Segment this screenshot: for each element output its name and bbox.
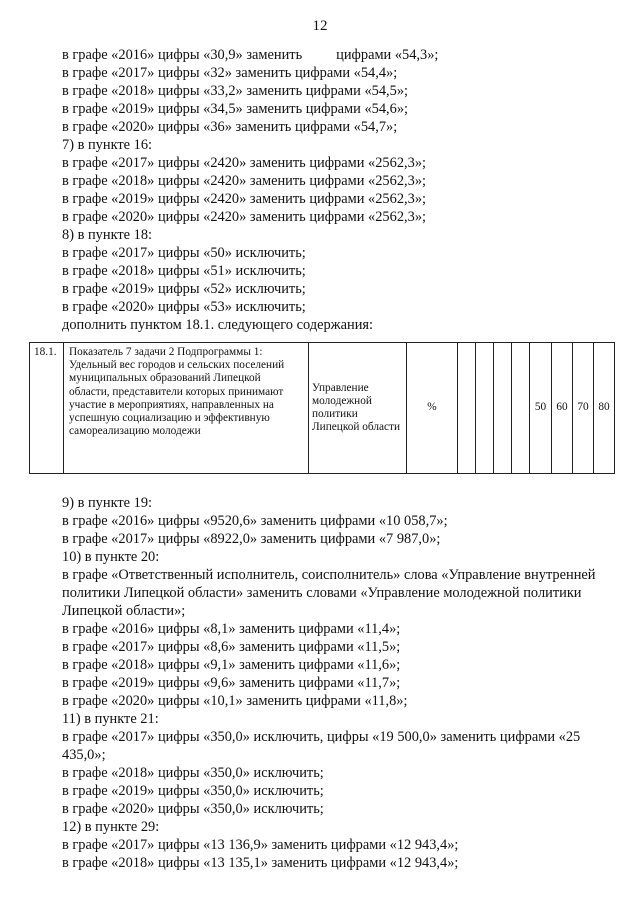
text-line: в графе «2019» цифры «350,0» исключить; — [62, 783, 324, 799]
text-line: в графе «2016» цифры «9520,6» заменить цифрами «10 058,7»; — [62, 513, 448, 529]
value-cell: 70 — [573, 343, 594, 474]
text-line: в графе «2018» цифры «51» исключить; — [62, 263, 306, 279]
amendments-section-2 — [62, 494, 602, 872]
value-cell — [494, 343, 512, 474]
text-paragraph: в графе «2017» цифры «350,0» исключить, цифры «19 500,0» заменить цифрами «25 435,0»; — [62, 729, 581, 763]
text-line: в графе «2020» цифры «10,1» заменить цифрами «11,8»; — [62, 693, 408, 709]
text-line: в графе «2020» цифры «36» заменить цифрами «54,7»; — [62, 119, 398, 135]
item-heading: 11) в пункте 21: — [62, 711, 159, 727]
line-text: в графе «2016» цифры «30,9» заменить — [62, 47, 303, 63]
item-heading: 10) в пункте 20: — [62, 549, 160, 565]
text-line: в графе «2018» цифры «13 135,1» заменить цифрами «12 943,4»; — [62, 855, 459, 871]
text-line: в графе «2018» цифры «9,1» заменить цифрами «11,6»; — [62, 657, 401, 673]
text-line: в графе «2018» цифры «2420» заменить цифрами «2562,3»; — [62, 173, 427, 189]
text-line: в графе «2017» цифры «8,6» заменить цифрами «11,5»; — [62, 639, 401, 655]
row-number-cell: 18.1. — [30, 343, 64, 474]
indicator-table — [29, 342, 615, 474]
unit-cell: % — [407, 343, 458, 474]
text-line: в графе «2017» цифры «2420» заменить цифрами «2562,3»; — [62, 155, 427, 171]
text-line: в графе «2019» цифры «34,5» заменить цифрами «54,6»; — [62, 101, 409, 117]
text-line: в графе «2017» цифры «32» заменить цифрами «54,4»; — [62, 65, 398, 81]
text-paragraph: в графе «Ответственный исполнитель, соисполнитель» слова «Управление внутренней политики Липецкой области» заменить словами «Управление молодежной политики Липецкой области»; — [62, 567, 596, 619]
text-line: в графе «2018» цифры «33,2» заменить цифрами «54,5»; — [62, 83, 409, 99]
text-line: в графе «2020» цифры «53» исключить; — [62, 299, 306, 315]
text-line: в графе «2019» цифры «9,6» заменить цифрами «11,7»; — [62, 675, 401, 691]
text-line: в графе «2017» цифры «50» исключить; — [62, 245, 306, 261]
text-line: в графе «2017» цифры «8922,0» заменить цифрами «7 987,0»; — [62, 531, 441, 547]
value-cell — [512, 343, 530, 474]
value-cell: 80 — [594, 343, 615, 474]
text-line: дополнить пунктом 18.1. следующего содержания: — [62, 317, 374, 333]
value-cell — [458, 343, 476, 474]
text-line: в графе «2018» цифры «350,0» исключить; — [62, 765, 324, 781]
value-cell: 50 — [530, 343, 552, 474]
indicator-description-cell: Показатель 7 задачи 2 Подпрограммы 1: Удельный вес городов и сельских поселений муниципальных образований Липецкой области, представители которых принимают участие в мероприятиях, направленных на успешную социализацию и эффективную самореализацию молодежи — [64, 343, 309, 474]
line-text-continued: цифрами «54,3»; — [336, 47, 439, 63]
text-line: в графе «2017» цифры «13 136,9» заменить цифрами «12 943,4»; — [62, 837, 459, 853]
item-heading: 9) в пункте 19: — [62, 495, 153, 511]
page-number: 12 — [312, 18, 328, 34]
text-line: в графе «2019» цифры «52» исключить; — [62, 281, 306, 297]
responsible-cell: Управление молодежной политики Липецкой области — [309, 343, 407, 474]
text-line: в графе «2016» цифры «8,1» заменить цифрами «11,4»; — [62, 621, 401, 637]
value-cell: 60 — [552, 343, 573, 474]
item-heading: 7) в пункте 16: — [62, 137, 153, 153]
item-heading: 12) в пункте 29: — [62, 819, 160, 835]
text-line: в графе «2019» цифры «2420» заменить цифрами «2562,3»; — [62, 191, 427, 207]
table-row — [30, 343, 615, 474]
text-line: в графе «2020» цифры «350,0» исключить; — [62, 801, 324, 817]
text-line — [62, 46, 602, 64]
amendments-section-1 — [62, 46, 602, 334]
item-heading: 8) в пункте 18: — [62, 227, 153, 243]
text-line: в графе «2020» цифры «2420» заменить цифрами «2562,3»; — [62, 209, 427, 225]
value-cell — [476, 343, 494, 474]
